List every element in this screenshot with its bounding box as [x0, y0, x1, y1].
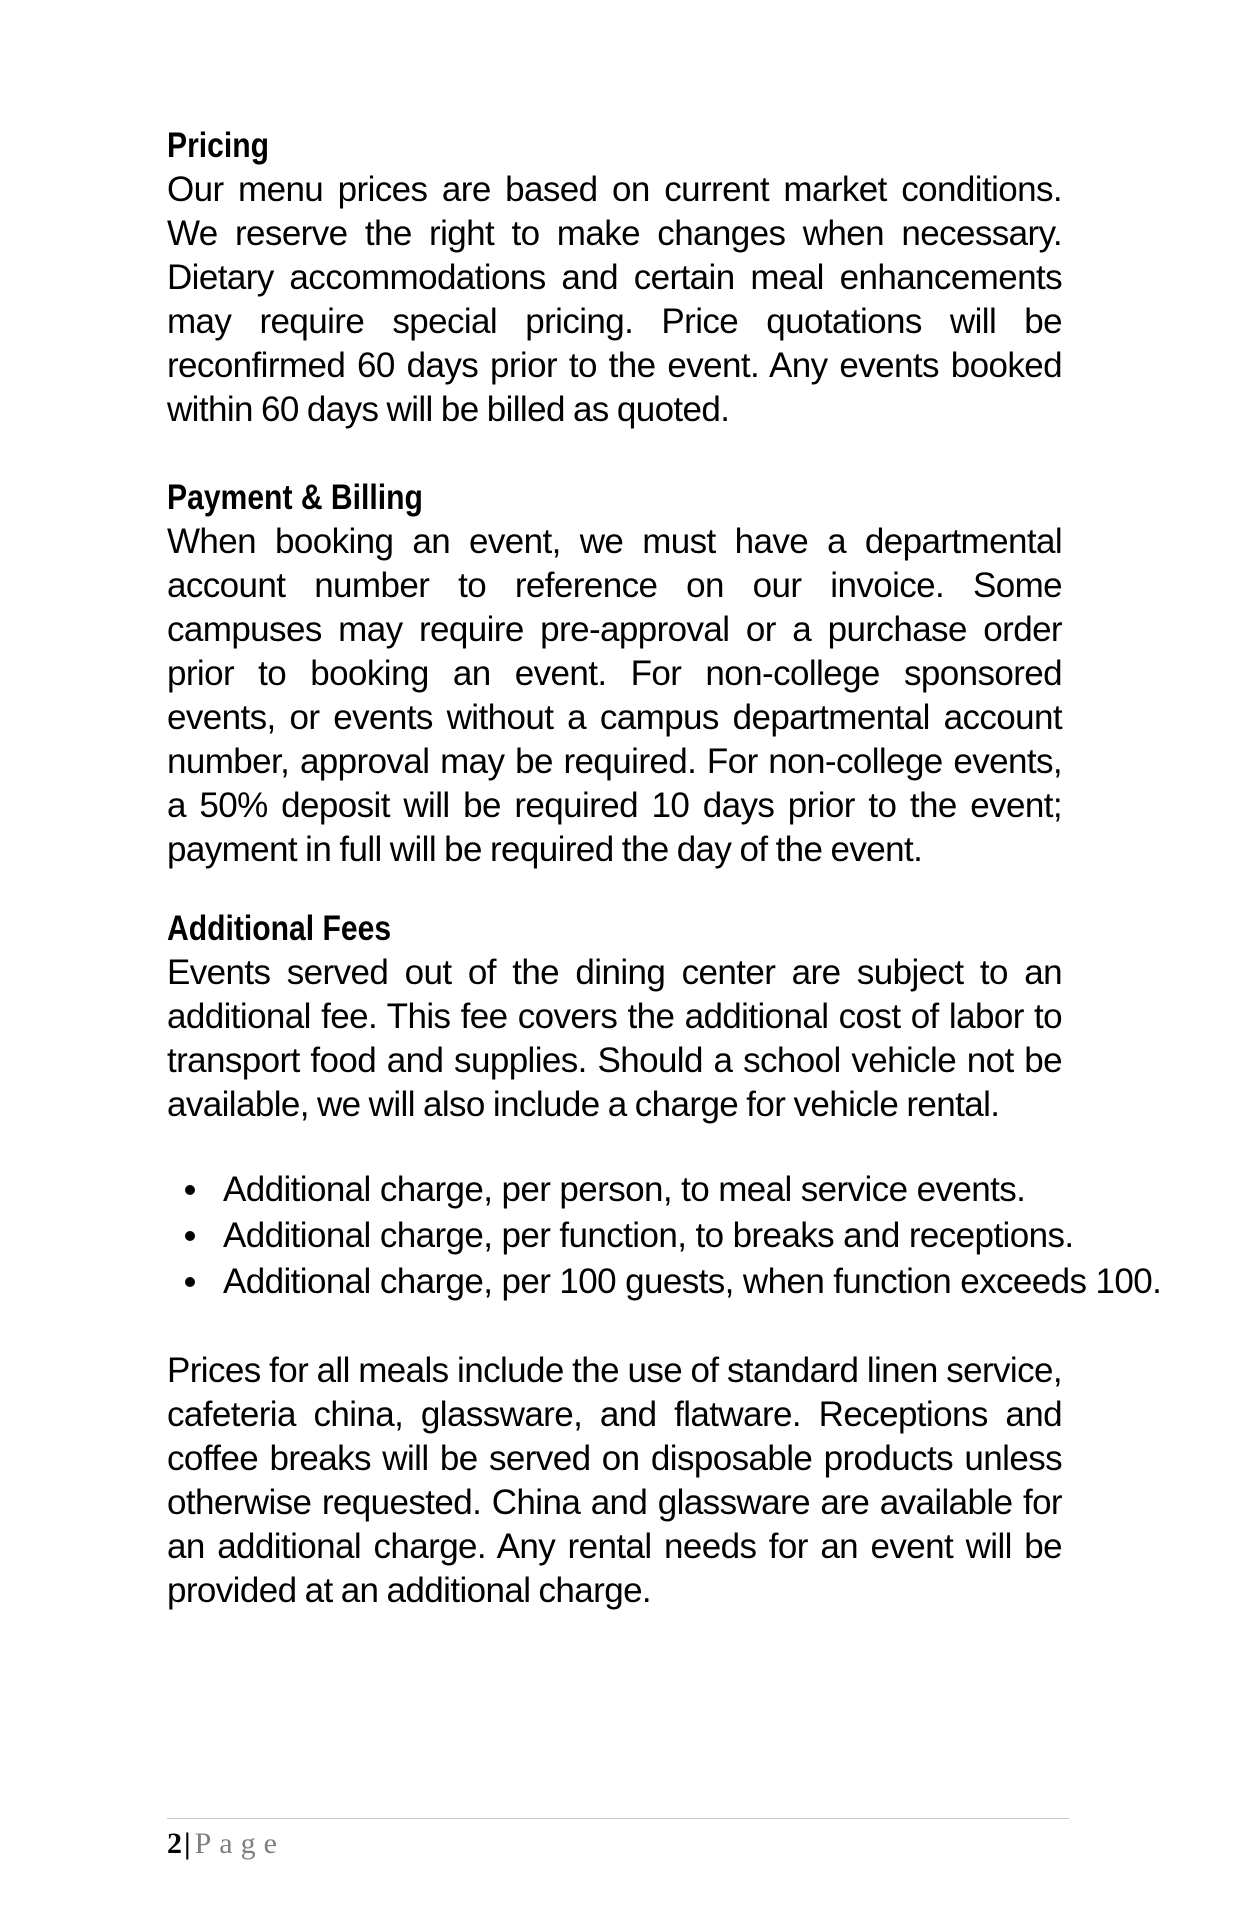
list-item-text: Additional charge, per function, to breaks and receptions. — [223, 1216, 1074, 1255]
section-additional-fees — [167, 907, 1062, 1127]
list-item-text: Additional charge, per 100 guests, when function exceeds 100. — [223, 1262, 1162, 1301]
bullet-icon — [185, 1277, 195, 1287]
spacer — [167, 1305, 1062, 1349]
fee-list — [167, 1167, 1162, 1305]
section-body-additional-fees: Events served out of the dining center are subject to an additional fee. This fee covers the additional cost of labor to transport food and supplies. Should a school vehicle not be available, we will also include a charge for vehicle rental. — [167, 953, 1062, 1124]
section-heading-pricing: Pricing — [167, 126, 270, 165]
page-number: 2 — [167, 1827, 182, 1860]
page-label: Page — [194, 1827, 285, 1860]
list-item — [167, 1213, 1074, 1259]
bullet-icon — [185, 1185, 195, 1195]
section-pricing — [167, 124, 1062, 432]
footer-separator: | — [184, 1827, 191, 1860]
section-body-payment-billing: When booking an event, we must have a departmental account number to reference on our invoice. Some campuses may require pre-approval or a purchase order prior to booking an event. For non-college sponsored events, or events without a campus departmental account number, approval may be required. For non-college events, a 50% deposit will be required 10 days prior to the event; payment in full will be required the day of the event. — [167, 522, 1062, 869]
section-payment-billing — [167, 476, 1062, 872]
list-item — [167, 1167, 1062, 1213]
spacer — [167, 872, 1062, 907]
list-item — [167, 1259, 1162, 1305]
document-page — [167, 124, 1162, 1613]
list-item-text: Additional charge, per person, to meal service events. — [223, 1170, 1026, 1209]
page-footer — [167, 1826, 285, 1862]
bullet-icon — [185, 1231, 195, 1241]
spacer — [167, 432, 1062, 476]
section-heading-additional-fees: Additional Fees — [167, 909, 392, 948]
spacer — [167, 1127, 1062, 1167]
section-body-pricing: Our menu prices are based on current market conditions. We reserve the right to make changes when necessary. Dietary accommodations and certain meal enhancements may require special pricing. Price quotations will be reconfirmed 60 days prior to the event. Any events booked within 60 days will be billed as quoted. — [167, 170, 1062, 429]
footer-divider — [167, 1818, 1069, 1819]
section-heading-payment-billing: Payment & Billing — [167, 478, 423, 517]
closing-paragraph: Prices for all meals include the use of standard linen service, cafeteria china, glassware, and flatware. Receptions and coffee breaks will be served on disposable products unless otherwise requested. China and glassware are available for an additional charge. Any rental needs for an event will be provided at an additional charge. — [167, 1351, 1062, 1610]
